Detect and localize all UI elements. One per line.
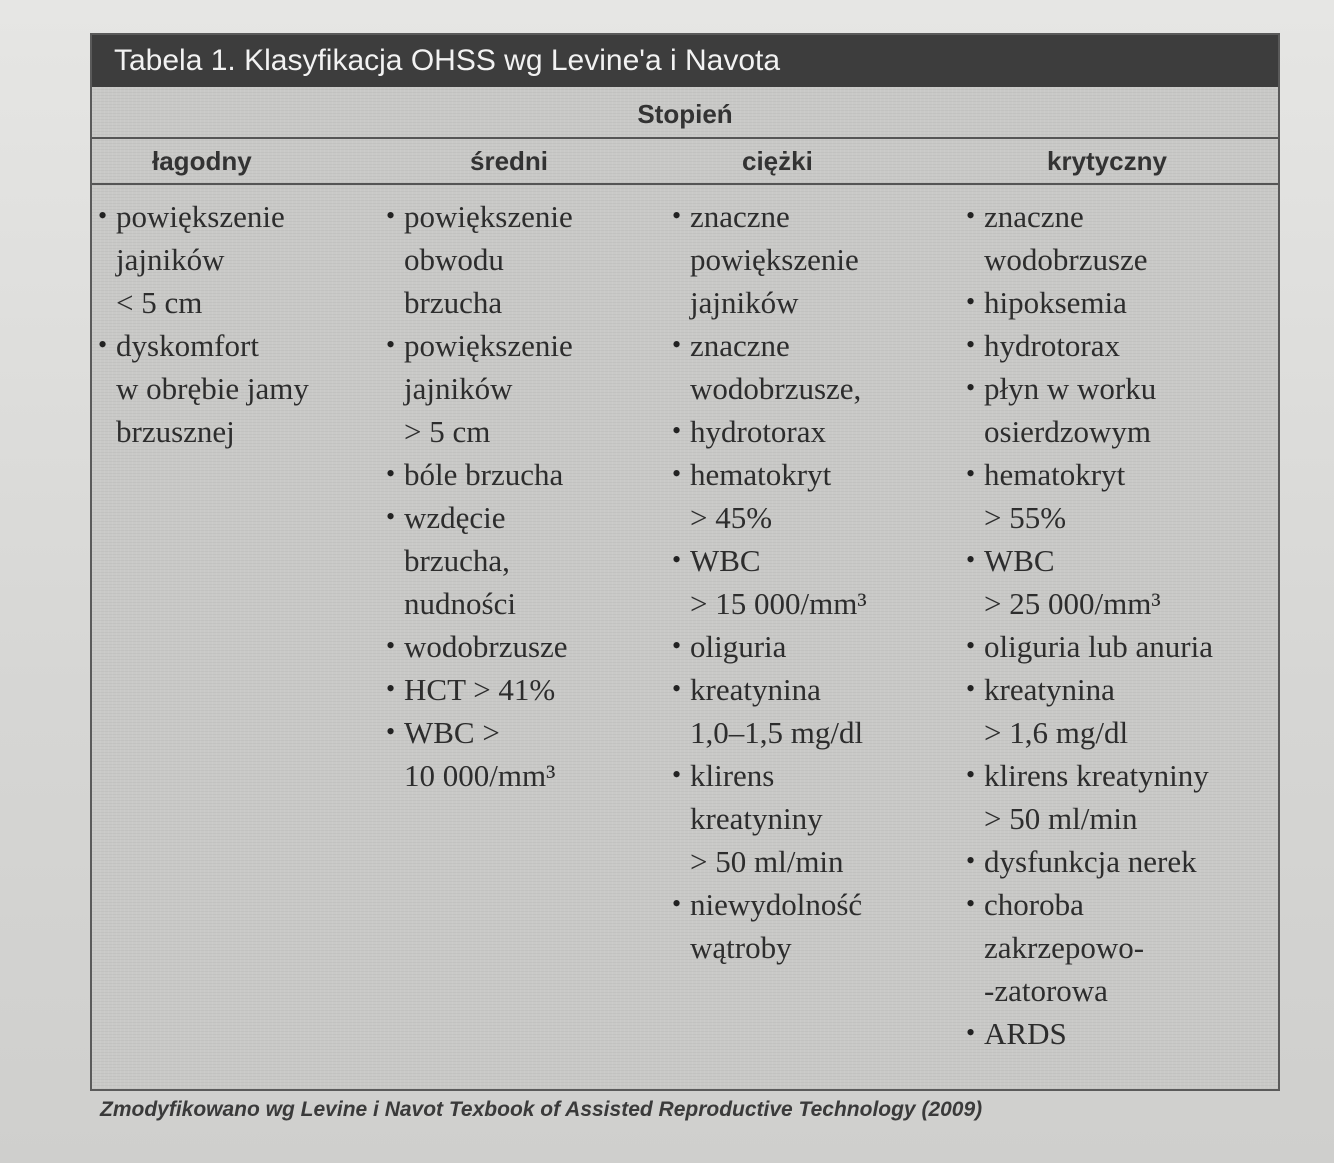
list-item: • hydrotorax [674, 410, 964, 453]
list-item: • dysfunkcja nerek [968, 840, 1278, 883]
list-item: • bóle brzucha [388, 453, 658, 496]
list-item: • klirens kreatyniny > 50 ml/min [968, 754, 1278, 840]
column-sredni [388, 195, 658, 797]
list-item: • oliguria [674, 625, 964, 668]
list-item: • powiększenie obwodu brzucha [388, 195, 658, 324]
header-krytyczny: krytyczny [1047, 146, 1167, 176]
list-item: • dyskomfort w obrębie jamy brzusznej [100, 324, 360, 453]
list-item: • hematokryt > 55% [968, 453, 1278, 539]
list-item: • znaczne wodobrzusze [968, 195, 1278, 281]
list-item: • hematokryt > 45% [674, 453, 964, 539]
list-item: • kreatynina > 1,6 mg/dl [968, 668, 1278, 754]
list-item: • wodobrzusze [388, 625, 658, 668]
grade-group-header: Stopień [92, 87, 1278, 139]
header-lagodny: łagodny [152, 146, 252, 176]
column-lagodny [100, 195, 360, 453]
list-item: • znaczne wodobrzusze, [674, 324, 964, 410]
list-item: • choroba zakrzepowo- -zatorowa [968, 883, 1278, 1012]
symptom-list [100, 195, 360, 453]
ohss-classification-table [90, 33, 1280, 1091]
symptom-list [968, 195, 1278, 1055]
column-krytyczny [968, 195, 1278, 1055]
header-sredni: średni [470, 146, 549, 176]
list-item: • wzdęcie brzucha, nudności [388, 496, 658, 625]
source-footnote: Zmodyfikowano wg Levine i Navot Texbook of Assisted Reproductive Technology (2009) [100, 1098, 983, 1121]
symptom-list [674, 195, 964, 969]
grade-header-row [92, 139, 1278, 185]
list-item: • kreatynina 1,0–1,5 mg/dl [674, 668, 964, 754]
list-item: • klirens kreatyniny > 50 ml/min [674, 754, 964, 883]
header-ciezki: ciężki [742, 146, 813, 176]
column-ciezki [674, 195, 964, 969]
list-item: • ARDS [968, 1012, 1278, 1055]
symptom-list [388, 195, 658, 797]
list-item: • oliguria lub anuria [968, 625, 1278, 668]
list-item: • znaczne powiększenie jajników [674, 195, 964, 324]
list-item: • WBC > 25 000/mm³ [968, 539, 1278, 625]
list-item: • hydrotorax [968, 324, 1278, 367]
list-item: • WBC > 10 000/mm³ [388, 711, 658, 797]
list-item: • niewydolność wątroby [674, 883, 964, 969]
list-item: • WBC > 15 000/mm³ [674, 539, 964, 625]
list-item: • płyn w worku osierdzowym [968, 367, 1278, 453]
list-item: • powiększenie jajników < 5 cm [100, 195, 360, 324]
list-item: • HCT > 41% [388, 668, 658, 711]
list-item: • powiększenie jajników > 5 cm [388, 324, 658, 453]
table-title: Tabela 1. Klasyfikacja OHSS wg Levine'a i Navota [92, 35, 1278, 87]
list-item: • hipoksemia [968, 281, 1278, 324]
